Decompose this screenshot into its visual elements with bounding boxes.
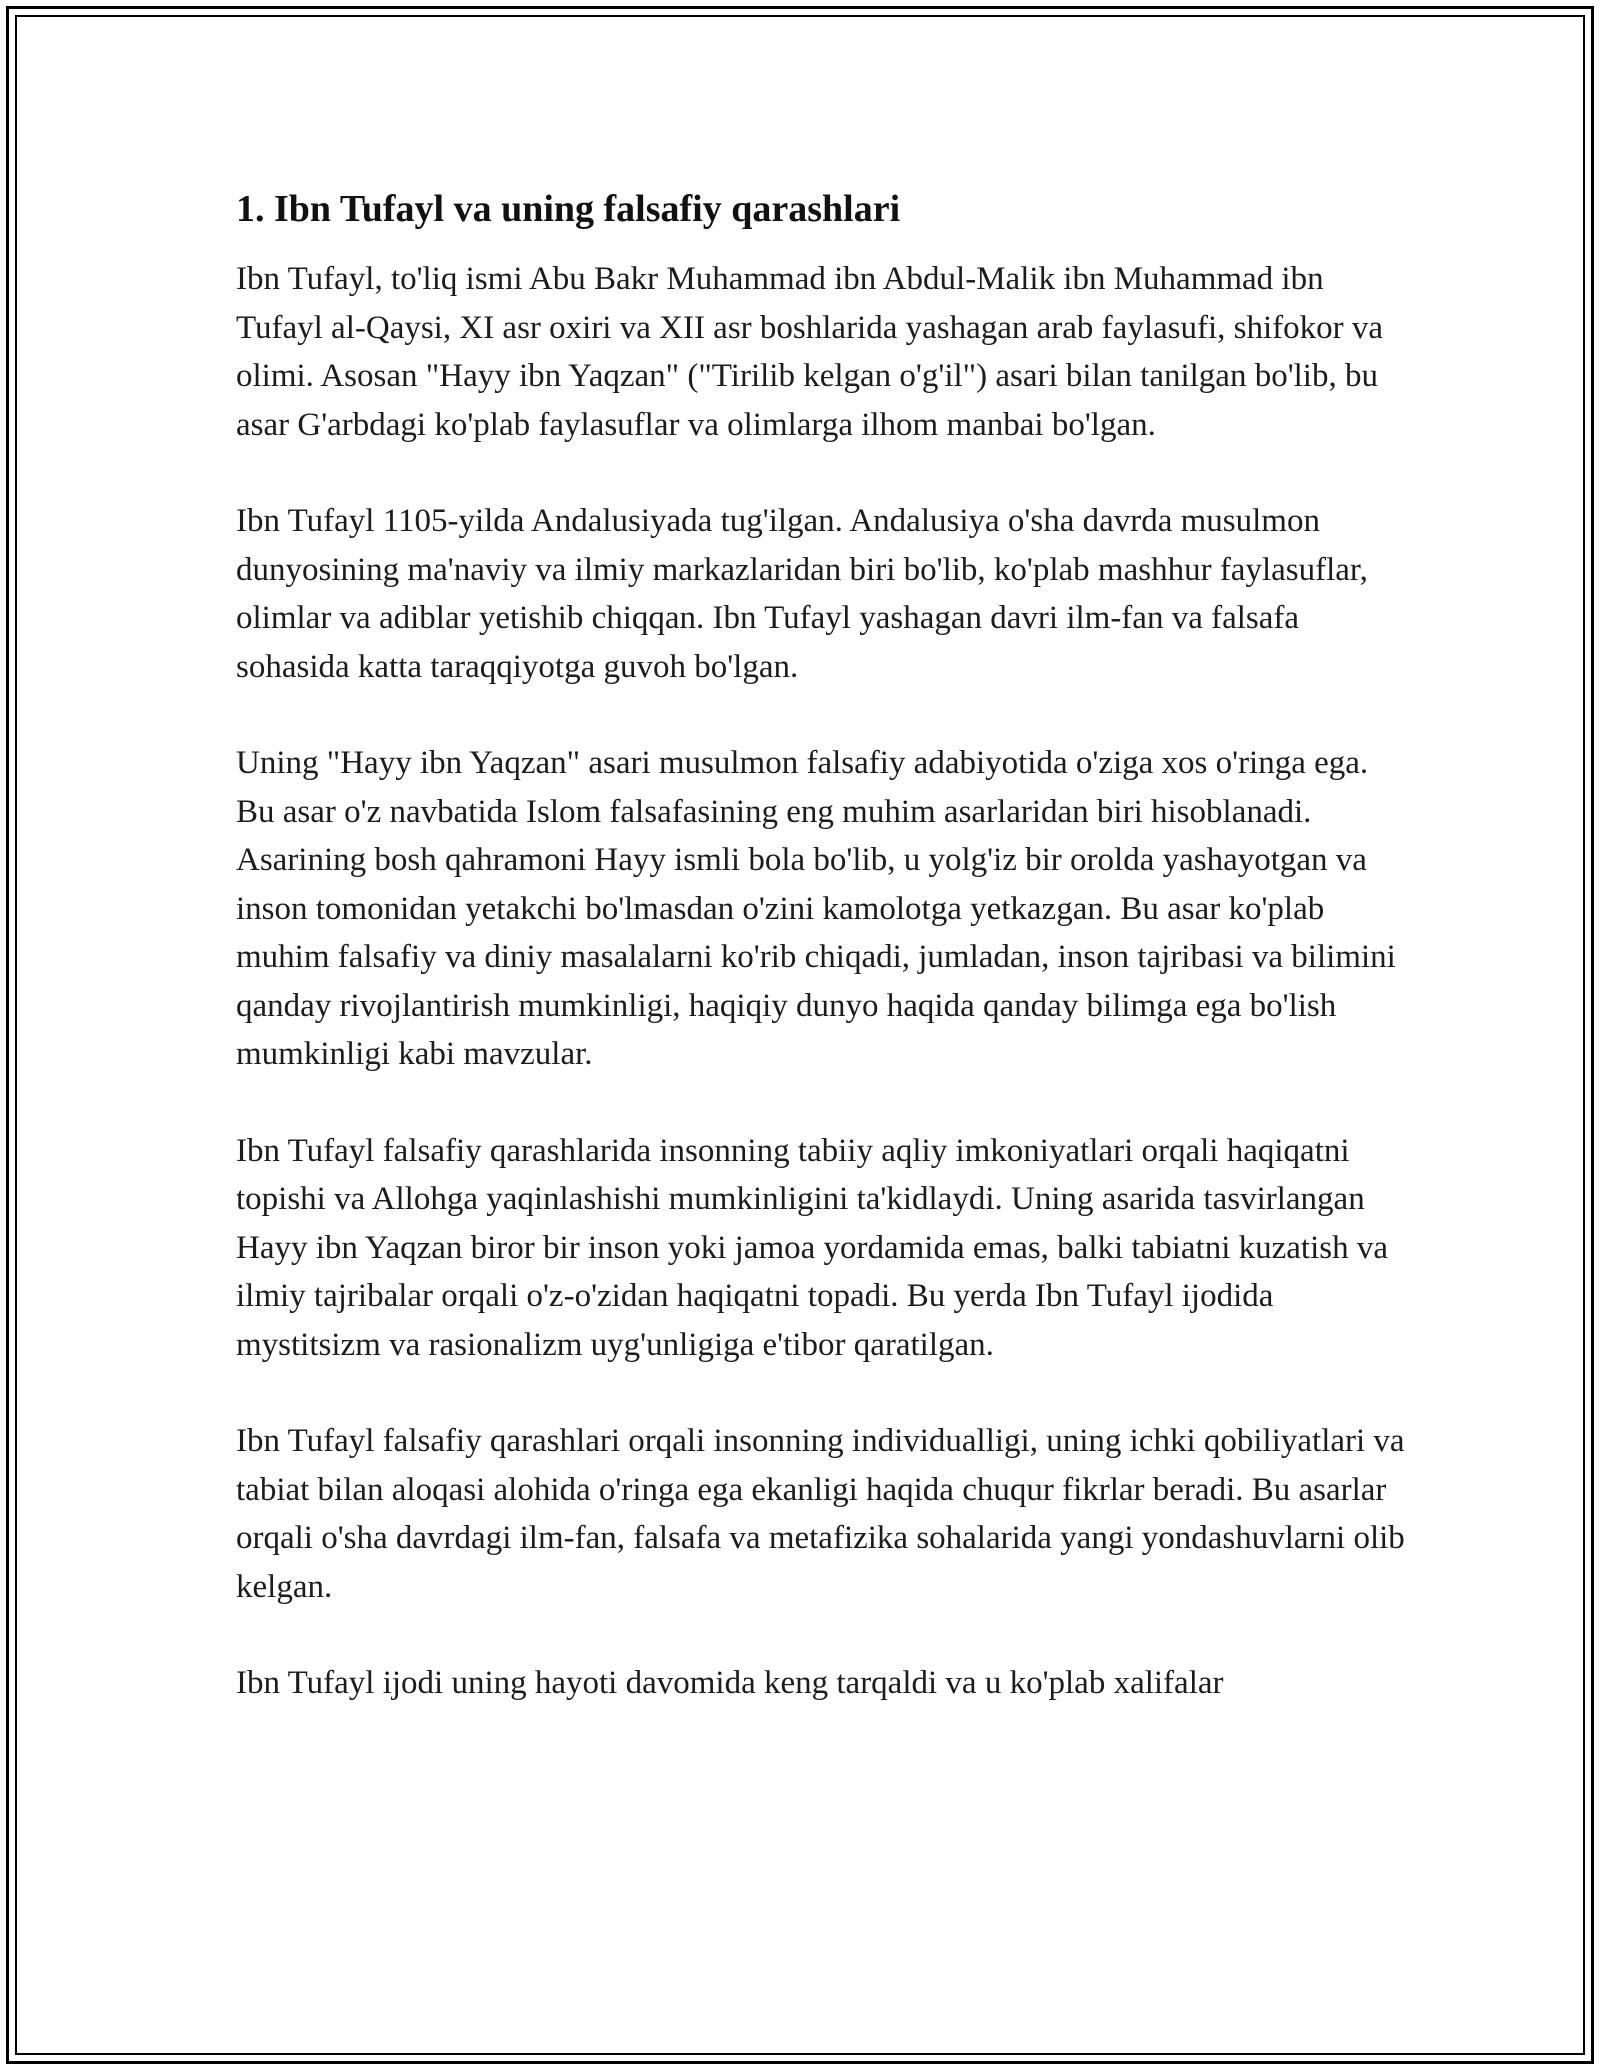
paragraph-4: Ibn Tufayl falsafiy qarashlarida insonning tabiiy aqliy imkoniyatlari orqali haqiqatni topishi va Allohga yaqinlashishi mumkinligini ta'kidlaydi. Uning asarida tasvirlangan Hayy ibn Yaqzan biror bir inson yoki jamoa yordamida emas, balki tabiatni kuzatish va ilmiy tajribalar orqali o'z-o'zidan haqiqatni topadi. Bu yerda Ibn Tufayl ijodida mystitsizm va rasionalizm uyg'unligiga e'tibor qaratilgan. <box>236 1132 1389 1363</box>
document-body <box>236 185 1406 1756</box>
paragraph-3: Uning "Hayy ibn Yaqzan" asari musulmon falsafiy adabiyotida o'ziga xos o'ringa ega. Bu asar o'z navbatida Islom falsafasining eng muhim asarlaridan biri hisoblanadi. Asarining bosh qahramoni Hayy ismli bola bo'lib, u yolg'iz bir orolda yashayotgan va inson tomonidan yetakchi bo'lmasdan o'zini kamolotga yetkazgan. Bu asar ko'plab muhim falsafiy va diniy masalalarni ko'rib chiqadi, jumladan, inson tajribasi va bilimini qanday rivojlantirish mumkinligi, haqiqiy dunyo haqida qanday bilimga ega bo'lish mumkinligi kabi mavzular. <box>236 745 1396 1072</box>
paragraph-2: Ibn Tufayl 1105-yilda Andalusiyada tug'ilgan. Andalusiya o'sha davrda musulmon dunyosining ma'naviy va ilmiy markazlaridan biri bo'lib, ko'plab mashhur faylasuflar, olimlar va adiblar yetishib chiqqan. Ibn Tufayl yashagan davri ilm-fan va falsafa sohasida katta taraqqiyotga guvoh bo'lgan. <box>236 503 1368 685</box>
paragraph-5: Ibn Tufayl falsafiy qarashlari orqali insonning individualligi, uning ichki qobiliyatlari va tabiat bilan aloqasi alohida o'ringa ega ekanligi haqida chuqur fikrlar beradi. Bu asarlar orqali o'sha davrdagi ilm-fan, falsafa va metafizika sohalarida yangi yondashuvlarni olib kelgan. <box>236 1423 1405 1605</box>
paragraph-6: Ibn Tufayl ijodi uning hayoti davomida keng tarqaldi va u ko'plab xalifalar <box>236 1665 1224 1701</box>
section-heading: 1. Ibn Tufayl va uning falsafiy qarashlari <box>236 188 901 230</box>
paragraph-1: Ibn Tufayl, to'liq ismi Abu Bakr Muhammad ibn Abdul-Malik ibn Muhammad ibn Tufayl al-Qaysi, XI asr oxiri va XII asr boshlarida yashagan arab faylasufi, shifokor va olimi. Asosan "Hayy ibn Yaqzan" ("Tirilib kelgan o'g'il") asari bilan tanilgan bo'lib, bu asar G'arbdagi ko'plab faylasuflar va olimlarga ilhom manbai bo'lgan. <box>236 261 1384 443</box>
